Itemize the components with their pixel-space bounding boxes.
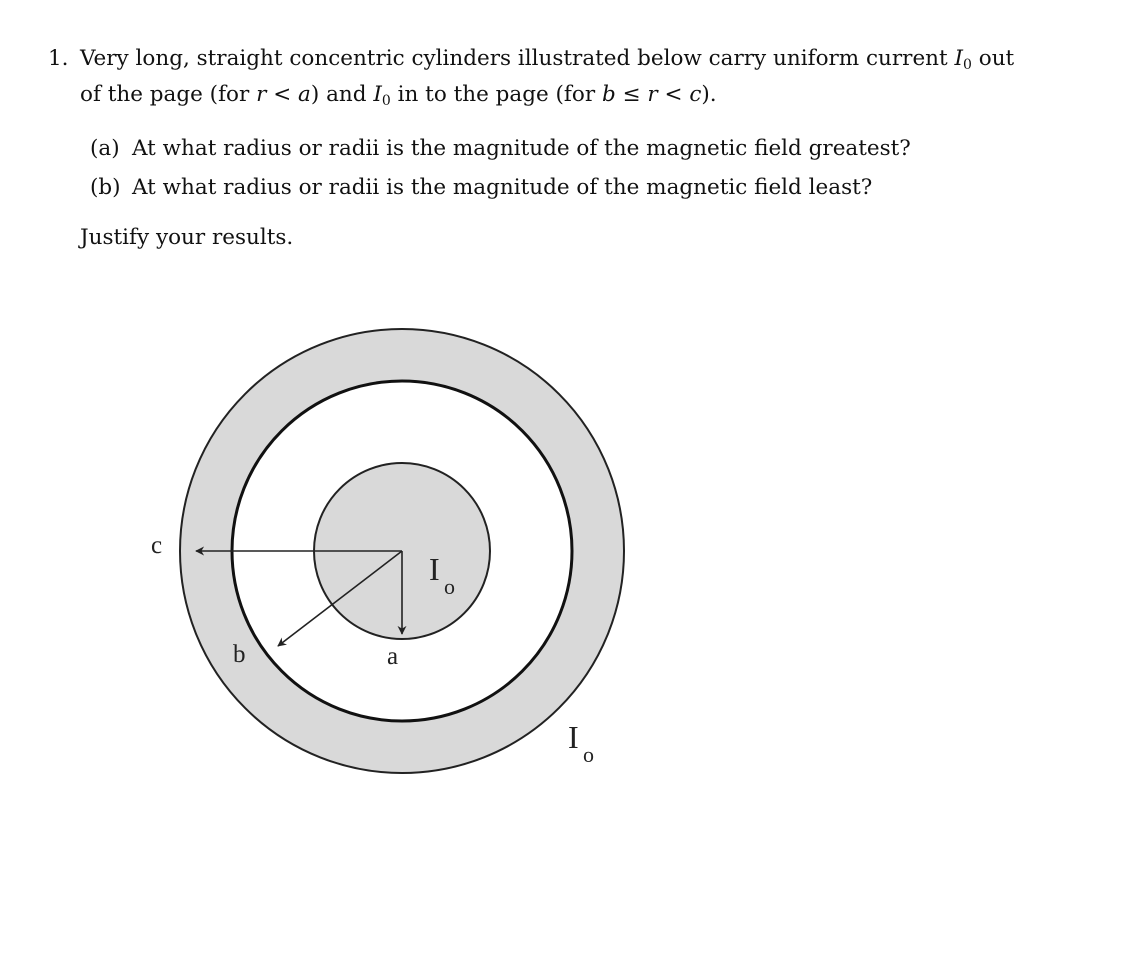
- outer-current-subscript: o: [583, 742, 594, 767]
- label-b: b: [233, 641, 246, 668]
- problem-number: 1.: [48, 46, 69, 71]
- condition-outer: b ≤ r < c: [601, 82, 702, 107]
- statement-part-2: out of the page (for: [80, 46, 1015, 107]
- justify-instruction: Justify your results.: [80, 225, 294, 250]
- current-symbol-2: I: [373, 82, 382, 107]
- inner-current-subscript: o: [444, 574, 455, 599]
- statement-part-3: ) and: [310, 82, 374, 107]
- label-a: a: [387, 643, 399, 670]
- condition-inner: r < a: [256, 82, 311, 107]
- statement-part-1: Very long, straight concentric cylinders illustrated below carry uniform current: [80, 46, 955, 71]
- statement-part-4: in to the page (for: [390, 82, 602, 107]
- part-b-label: (b): [90, 175, 121, 200]
- outer-current-label: I: [568, 719, 579, 755]
- part-a-label: (a): [90, 136, 120, 161]
- part-a-text: At what radius or radii is the magnitude of the magnetic field greatest?: [132, 136, 911, 161]
- label-c: c: [151, 532, 163, 559]
- inner-current-label: I: [429, 551, 440, 587]
- statement-part-5: ).: [701, 82, 717, 107]
- current-symbol-1: I: [954, 46, 963, 71]
- current-subscript-2: 0: [381, 93, 391, 109]
- current-subscript-1: 0: [963, 57, 972, 73]
- part-b-text: At what radius or radii is the magnitude of the magnetic field least?: [132, 175, 873, 200]
